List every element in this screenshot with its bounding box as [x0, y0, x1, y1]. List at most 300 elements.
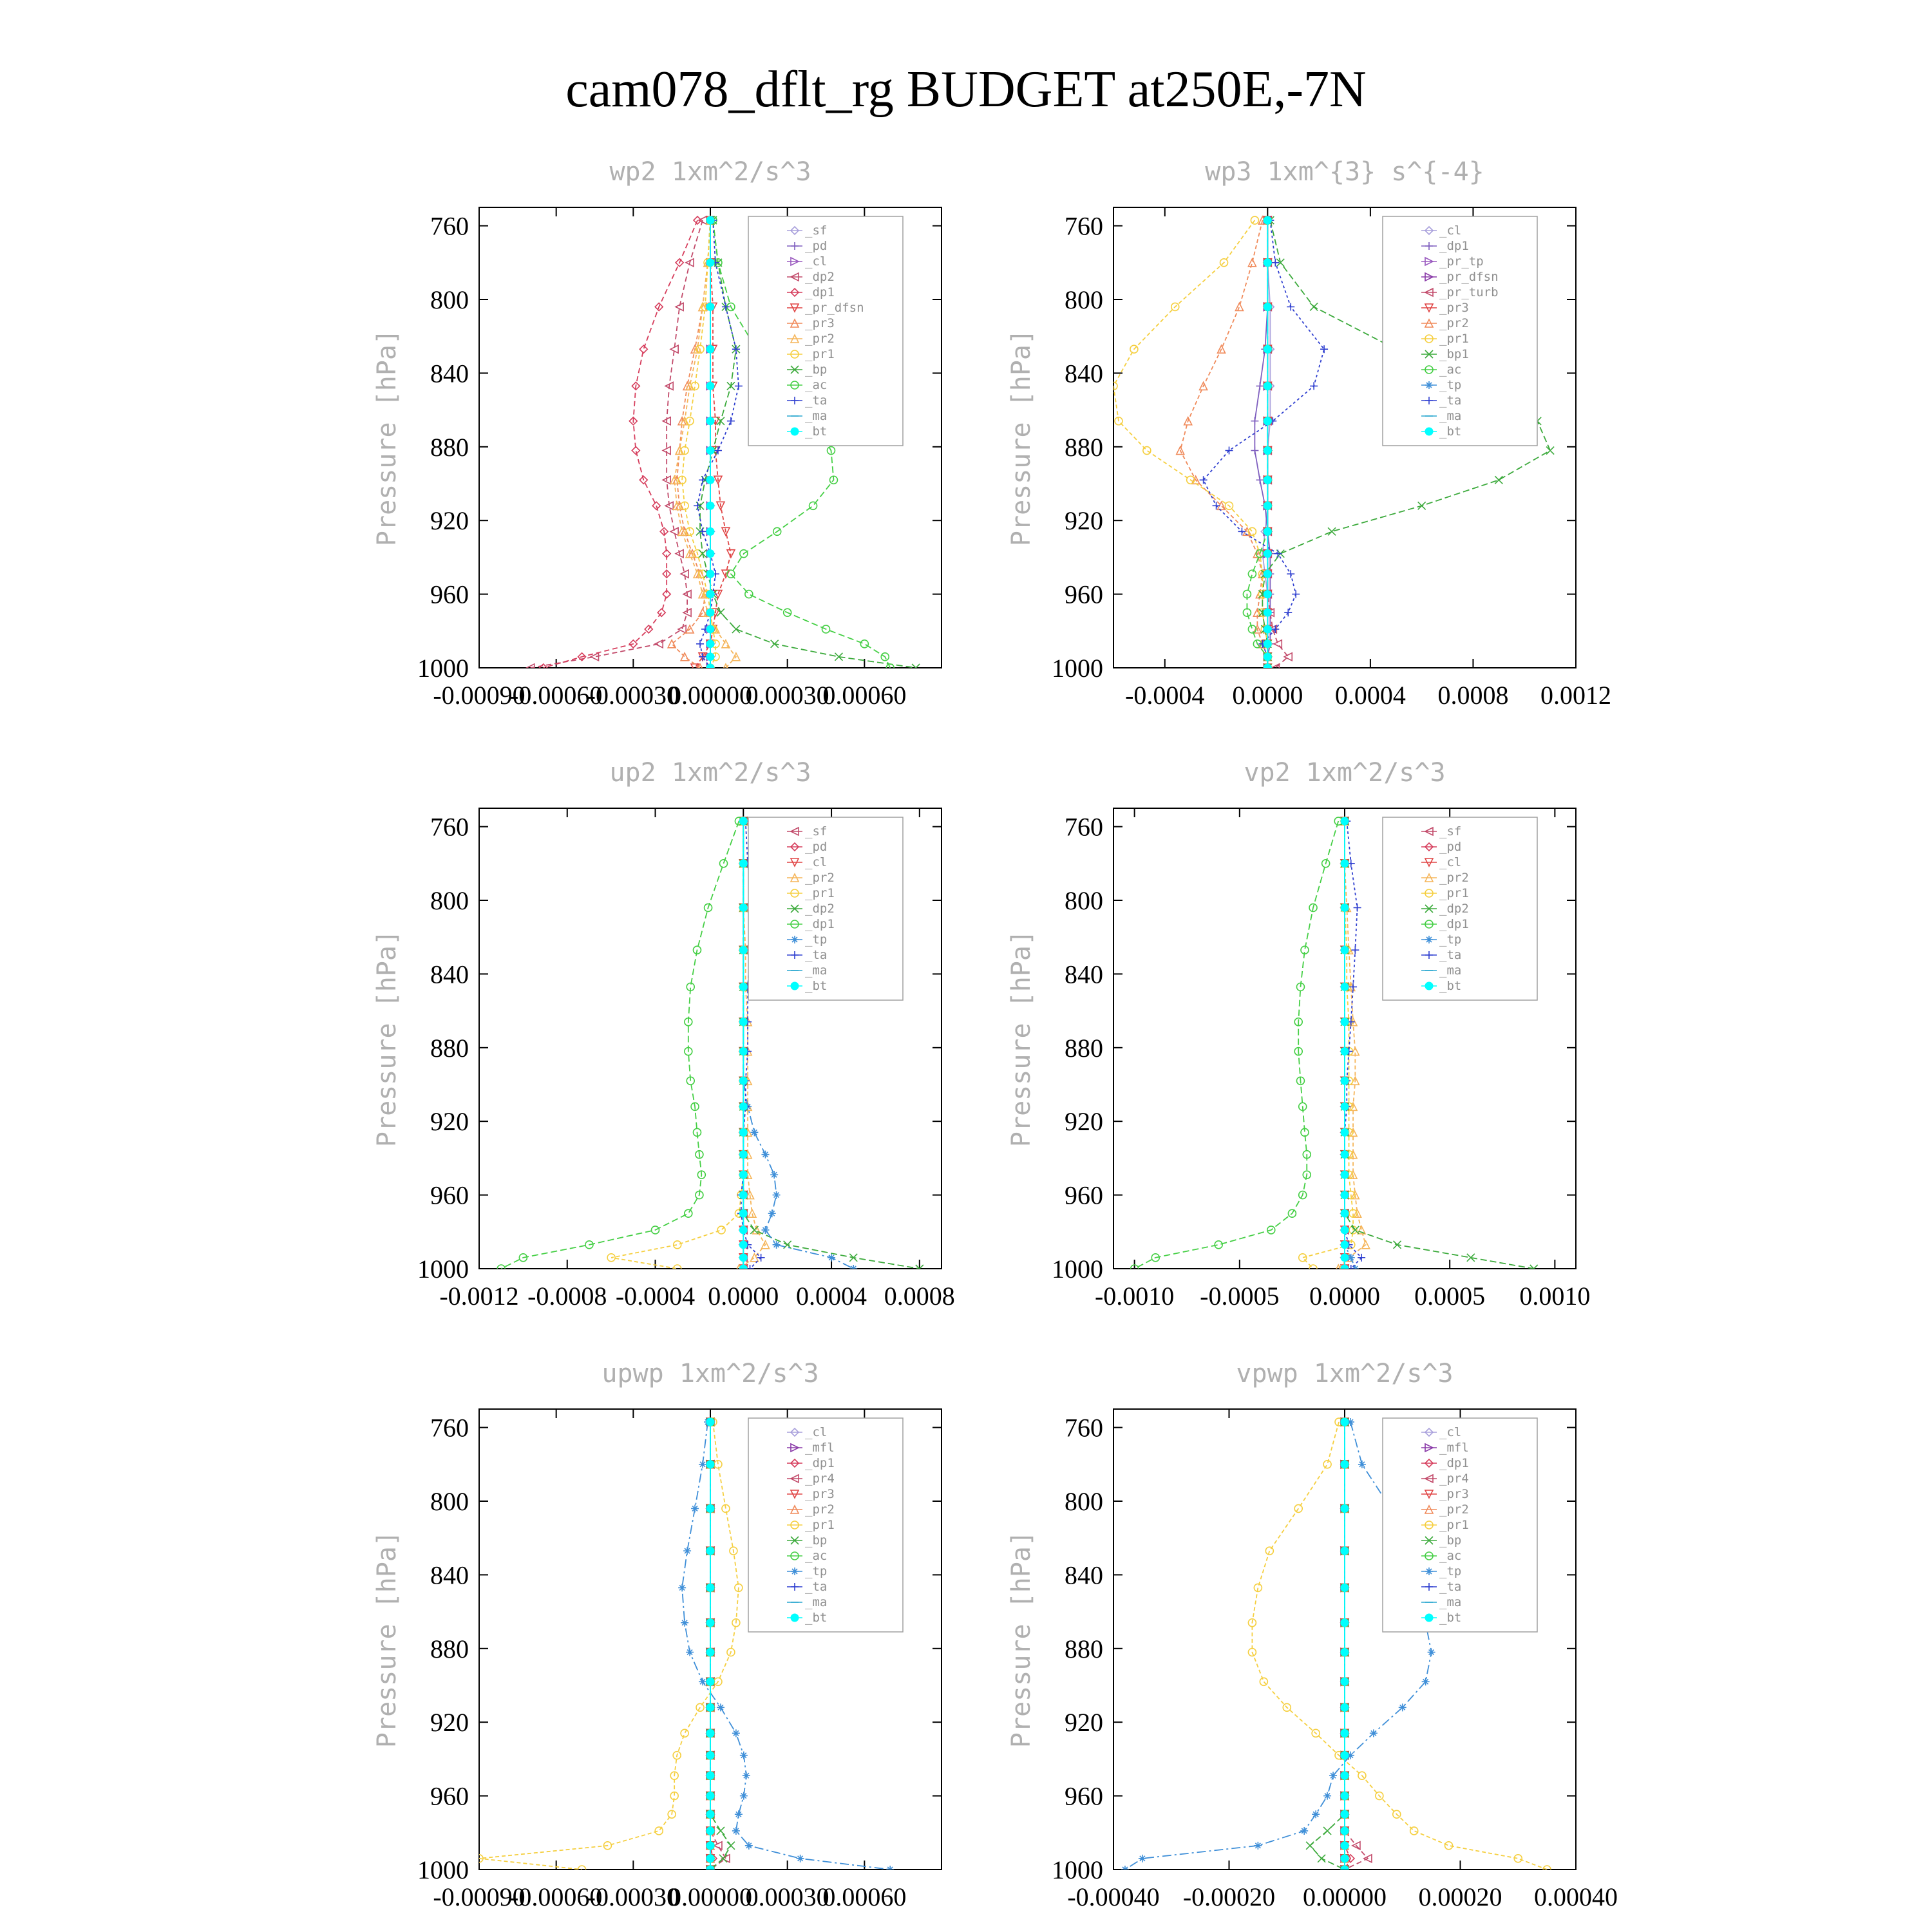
data-point_tp	[691, 1504, 699, 1512]
data-point_bt	[1341, 1209, 1349, 1217]
y-tick-label: 960	[430, 580, 469, 609]
panel-title: wp2 1xm^2/s^3	[609, 157, 811, 187]
y-axis-label: Pressure [hPa]	[372, 929, 402, 1148]
y-tick-label: 840	[1065, 1560, 1103, 1590]
series-line_ac	[1247, 220, 1267, 668]
data-point_bt	[1341, 860, 1349, 867]
legend-marker	[1425, 982, 1433, 990]
data-point_bt	[706, 216, 714, 224]
y-tick-label: 800	[1065, 886, 1103, 915]
y-tick-label: 760	[1065, 211, 1103, 241]
data-point_bt	[1341, 1855, 1349, 1862]
data-point_bt	[706, 382, 714, 390]
y-tick-label: 1000	[1052, 1855, 1103, 1884]
data-point_bt	[1341, 983, 1349, 990]
y-axis-label: Pressure [hPa]	[1007, 328, 1036, 547]
legend-label: _bt	[805, 424, 828, 439]
data-point_pr1	[1410, 1827, 1418, 1835]
legend-label: _cl	[1439, 1425, 1462, 1439]
legend-label: _sf	[805, 824, 828, 838]
y-tick-label: 760	[1065, 812, 1103, 842]
x-tick-label: 0.0000	[1309, 1282, 1380, 1311]
data-point_tp	[678, 1584, 686, 1591]
legend-label: _dp1	[805, 285, 835, 299]
x-tick-label: 0.00030	[745, 1882, 829, 1911]
y-tick-label: 960	[1065, 1781, 1103, 1811]
data-point_bt	[1341, 1866, 1349, 1873]
data-point_tp	[797, 1855, 804, 1862]
legend-label: _ma	[1439, 963, 1462, 978]
legend-label: _tp	[1439, 1564, 1462, 1578]
legend-marker	[1425, 1614, 1433, 1622]
series-line_pr1	[611, 821, 743, 1269]
data-point_pr1	[1299, 1254, 1307, 1262]
data-point_dp1	[1251, 417, 1258, 425]
data-point_bt	[1264, 447, 1271, 455]
y-tick-label: 800	[430, 1487, 469, 1516]
data-point_bt	[706, 1772, 714, 1779]
data-point_bt	[1264, 591, 1271, 598]
x-tick-label: -0.00020	[1182, 1882, 1276, 1911]
data-point_bp1	[1310, 303, 1318, 310]
y-tick-label: 920	[1065, 506, 1103, 536]
series-line_bp	[1310, 1422, 1345, 1870]
legend-label: _bt	[805, 1611, 828, 1625]
data-point_bt	[739, 1171, 747, 1179]
panel-2	[1007, 157, 1611, 710]
legend-marker	[791, 982, 799, 990]
y-tick-label: 1000	[417, 654, 469, 683]
data-point_bt	[1264, 259, 1271, 267]
x-tick-label: -0.0004	[615, 1282, 696, 1311]
data-point_tp	[750, 1128, 758, 1136]
x-tick-label: -0.00060	[510, 1882, 603, 1911]
data-point_pr1	[1323, 1461, 1331, 1468]
data-point_ta	[699, 653, 706, 661]
data-point_bt	[1264, 609, 1271, 616]
legend-label: _pr2	[1439, 316, 1469, 330]
x-tick-label: 0.0000	[708, 1282, 779, 1311]
data-point_bt	[706, 1461, 714, 1468]
x-tick-label: -0.0008	[527, 1282, 607, 1311]
series-line_ta	[697, 220, 739, 668]
data-point_bt	[739, 1103, 747, 1110]
data-point_bt	[739, 1226, 747, 1234]
legend-label: _ma	[1439, 409, 1462, 423]
data-point_tp	[828, 1254, 835, 1262]
x-tick-label: 0.00060	[822, 1882, 907, 1911]
legend-label: _ac	[805, 1549, 828, 1563]
data-point_bt	[1341, 1151, 1349, 1159]
data-point_ac	[745, 591, 753, 598]
x-tick-label: -0.00030	[587, 1882, 679, 1911]
legend-label: _pr2	[1439, 871, 1469, 885]
legend-label: _ac	[805, 378, 828, 392]
x-tick-label: 0.0004	[1334, 681, 1406, 710]
data-point_ta	[1354, 904, 1361, 911]
data-point_bt	[1264, 653, 1271, 661]
x-tick-label: 0.00000	[1303, 1882, 1387, 1911]
data-point_bt	[1341, 1547, 1349, 1555]
data-point_dp1	[685, 1209, 692, 1217]
legend-label: _dp1	[1439, 1456, 1469, 1470]
data-point_bp	[1306, 1842, 1314, 1850]
y-tick-label: 760	[430, 812, 469, 842]
data-point_tp	[740, 1752, 748, 1759]
data-point_ac	[1243, 609, 1251, 616]
x-tick-label: 0.0008	[1437, 681, 1509, 710]
series-line_dp2	[531, 220, 703, 668]
y-tick-label: 840	[1065, 960, 1103, 989]
data-point_bt	[1341, 1171, 1349, 1179]
data-point_bt	[1264, 216, 1271, 224]
panel-3	[372, 758, 955, 1311]
y-tick-label: 880	[430, 1033, 469, 1063]
y-tick-label: 760	[430, 1413, 469, 1443]
data-point_bt	[739, 983, 747, 990]
legend-label: _pr3	[1439, 301, 1469, 315]
x-tick-label: 0.00000	[668, 681, 752, 710]
series-line_dp1	[544, 220, 697, 668]
legend-label: _tp	[805, 933, 828, 947]
x-tick-label: -0.00090	[433, 1882, 526, 1911]
data-point_dp1	[1251, 447, 1258, 455]
data-point_tp	[1323, 1792, 1331, 1800]
data-point_bt	[739, 1048, 747, 1056]
legend	[1383, 817, 1537, 1000]
panel-4	[1007, 758, 1590, 1311]
panel-title: up2 1xm^2/s^3	[609, 758, 811, 788]
data-point_bt	[706, 303, 714, 310]
legend-label: _ac	[1439, 1549, 1462, 1563]
legend-label: _ta	[1439, 393, 1462, 408]
data-point_bt	[1264, 527, 1271, 535]
data-point_bt	[706, 1703, 714, 1711]
legend-label: _ma	[805, 1595, 828, 1609]
data-point_bt	[706, 1504, 714, 1512]
series-line_ta	[1345, 821, 1361, 1269]
data-point_tp	[735, 1810, 743, 1818]
legend-label: _dp1	[805, 1456, 835, 1470]
data-point_pr1	[1265, 1547, 1273, 1555]
legend-label: _ta	[1439, 1580, 1462, 1594]
data-point_bt	[706, 1418, 714, 1426]
legend-label: _bp	[805, 363, 828, 377]
data-point_bt	[1341, 1418, 1349, 1426]
legend-label: _pr2	[805, 1502, 835, 1517]
y-tick-label: 960	[430, 1781, 469, 1811]
y-axis-label: Pressure [hPa]	[1007, 1530, 1036, 1748]
legend-label: _pr_dfsn	[805, 301, 864, 315]
data-point_tp	[740, 1792, 748, 1800]
legend-label: _pd	[1439, 840, 1462, 854]
data-point_bt	[1341, 1729, 1349, 1737]
legend-label: _ta	[805, 393, 828, 408]
data-point_bp1	[1418, 502, 1426, 509]
data-point_tp	[1121, 1866, 1129, 1873]
data-point_bp	[699, 550, 706, 558]
y-tick-label: 920	[1065, 1708, 1103, 1738]
data-point_bt	[739, 1191, 747, 1199]
legend-label: _cl	[805, 855, 828, 869]
data-point_tp	[1358, 1461, 1366, 1468]
legend	[748, 1418, 903, 1632]
data-point_bt	[1264, 664, 1271, 672]
y-tick-label: 800	[1065, 285, 1103, 314]
legend-label: _bp	[1439, 1533, 1462, 1548]
data-point_tp	[1300, 1827, 1308, 1835]
legend-label: _pr2	[1439, 1502, 1469, 1517]
series-line_dp1	[1135, 821, 1339, 1269]
data-point_bt	[1341, 1649, 1349, 1656]
legend-label: _bp1	[1439, 347, 1469, 361]
legend	[748, 817, 903, 1000]
panel-6	[1007, 1359, 1618, 1911]
data-point_bt	[1341, 1810, 1349, 1818]
legend-label: _pr1	[805, 886, 835, 900]
panel-1	[372, 157, 942, 710]
series-line_dp1	[1345, 1422, 1350, 1870]
data-point_bt	[739, 1018, 747, 1026]
y-tick-label: 840	[430, 960, 469, 989]
y-tick-label: 800	[430, 285, 469, 314]
data-point_bt	[706, 653, 714, 661]
data-point_bt	[1264, 640, 1271, 648]
y-tick-label: 800	[1065, 1487, 1103, 1516]
data-point_tp	[683, 1547, 691, 1555]
data-point_bt	[1341, 1226, 1349, 1234]
data-point_bt	[706, 1619, 714, 1627]
y-axis-label: Pressure [hPa]	[1007, 929, 1036, 1148]
legend-label: _bt	[1439, 979, 1462, 993]
data-point_bt	[739, 946, 747, 954]
legend-label: _pr_dfsn	[1439, 270, 1499, 284]
x-tick-label: -0.00040	[1067, 1882, 1160, 1911]
data-point_pr2	[1248, 259, 1256, 267]
legend-label: _ma	[805, 963, 828, 978]
data-point_bt	[706, 609, 714, 616]
x-tick-label: -0.00090	[433, 681, 526, 710]
legend-label: _pr2	[805, 332, 835, 346]
x-tick-label: -0.0010	[1094, 1282, 1175, 1311]
x-tick-label: -0.0005	[1200, 1282, 1280, 1311]
data-point_bt	[706, 1678, 714, 1685]
data-point_tp	[681, 1619, 688, 1627]
legend-label: _pr4	[805, 1472, 835, 1486]
data-point_bt	[1341, 1128, 1349, 1136]
data-point_bt	[1264, 502, 1271, 509]
data-point_bt	[1341, 1504, 1349, 1512]
x-tick-label: 0.0008	[884, 1282, 955, 1311]
x-tick-label: -0.00030	[587, 681, 679, 710]
y-tick-label: 1000	[417, 1855, 469, 1884]
data-point_bt	[706, 1855, 714, 1862]
legend-label: _dp1	[805, 917, 835, 931]
legend-label: _ma	[805, 409, 828, 423]
series-line_pr4	[710, 1422, 726, 1870]
data-point_bt	[1341, 1241, 1349, 1249]
data-point_bt	[1341, 946, 1349, 954]
data-point_bt	[706, 447, 714, 455]
data-point_tp	[1139, 1855, 1146, 1862]
data-point_bt	[1341, 1018, 1349, 1026]
data-point_ac	[1248, 570, 1256, 578]
figure-title: cam078_dflt_rg BUDGET at250E,-7N	[565, 61, 1367, 118]
data-point_bt	[706, 345, 714, 353]
legend-label: _pr1	[1439, 886, 1469, 900]
legend-label: _dp2	[1439, 902, 1469, 916]
legend-label: _tp	[805, 1564, 828, 1578]
y-tick-label: 840	[430, 359, 469, 388]
data-point_bt	[1341, 1461, 1349, 1468]
y-tick-label: 920	[430, 1107, 469, 1137]
legend-label: _cl	[1439, 223, 1462, 238]
data-point_bt	[1264, 382, 1271, 390]
data-point_bt	[706, 417, 714, 425]
data-point_ta	[696, 640, 704, 648]
y-tick-label: 920	[1065, 1107, 1103, 1137]
data-point_pr2	[1235, 303, 1243, 310]
data-point_bt	[739, 1151, 747, 1159]
legend	[748, 216, 903, 446]
data-point_bt	[706, 1842, 714, 1850]
legend-label: _pd	[805, 840, 828, 854]
legend-label: _pr3	[805, 1487, 835, 1501]
data-point_ta	[735, 382, 743, 390]
data-point_bp	[717, 1827, 724, 1835]
data-point_pr1	[681, 1729, 688, 1737]
y-tick-label: 880	[1065, 432, 1103, 462]
data-point_tp	[849, 1265, 857, 1273]
data-point_bp1	[1328, 527, 1336, 535]
data-point_bt	[739, 860, 747, 867]
data-point_ta	[727, 417, 735, 425]
y-tick-label: 960	[1065, 1180, 1103, 1210]
x-tick-label: 0.0004	[796, 1282, 867, 1311]
legend-label: _dp1	[1439, 917, 1469, 931]
data-point_bt	[739, 817, 747, 825]
y-tick-label: 1000	[1052, 654, 1103, 683]
data-point_bt	[706, 1752, 714, 1759]
data-point_tp	[717, 1703, 724, 1711]
y-tick-label: 1000	[1052, 1255, 1103, 1283]
data-point_bt	[1341, 1254, 1349, 1262]
data-point_bt	[1264, 550, 1271, 558]
x-tick-label: -0.0012	[439, 1282, 519, 1311]
data-point_bt	[706, 1827, 714, 1835]
y-tick-label: 760	[1065, 1413, 1103, 1443]
x-tick-label: 0.0000	[1232, 681, 1303, 710]
y-axis-label: Pressure [hPa]	[372, 328, 402, 547]
data-point_bt	[739, 1077, 747, 1084]
data-point_ta	[1287, 570, 1294, 578]
x-tick-label: 0.00040	[1534, 1882, 1618, 1911]
data-point_bt	[1341, 1792, 1349, 1800]
x-tick-label: 0.00020	[1418, 1882, 1502, 1911]
legend-label: _tp	[1439, 378, 1462, 392]
data-point_bt	[706, 259, 714, 267]
data-point_ta	[1200, 476, 1208, 484]
data-point_ta	[1274, 550, 1282, 558]
data-point_ac	[810, 502, 817, 509]
x-tick-label: 0.0010	[1519, 1282, 1591, 1311]
data-point_bt	[706, 1584, 714, 1591]
x-tick-label: -0.00060	[510, 681, 603, 710]
data-point_tp	[761, 1151, 769, 1159]
data-point_bt	[1264, 570, 1271, 578]
data-point_ac	[860, 640, 868, 648]
legend-label: _mfl	[1439, 1441, 1469, 1455]
legend-label: _sf	[1439, 824, 1462, 838]
series-line_dp1	[501, 821, 739, 1269]
data-point_bt	[739, 904, 747, 911]
data-point_bt	[706, 476, 714, 484]
y-tick-label: 960	[430, 1180, 469, 1210]
data-point_bt	[1341, 1678, 1349, 1685]
panel-5	[372, 1359, 942, 1911]
legend-label: _pr_turb	[1439, 285, 1499, 299]
data-point_bp	[727, 1842, 735, 1850]
legend-marker	[791, 428, 799, 435]
data-point_dp2	[750, 1226, 758, 1234]
data-point_pr1	[1260, 1678, 1267, 1685]
data-point_tp	[699, 1461, 706, 1468]
panel-title: vp2 1xm^2/s^3	[1244, 758, 1446, 788]
data-point_bt	[706, 664, 714, 672]
panels	[372, 157, 1618, 1911]
data-point_bt	[1341, 1191, 1349, 1199]
y-tick-label: 960	[1065, 580, 1103, 609]
data-point_pr_dfsn	[727, 550, 735, 558]
x-tick-label: 0.00030	[745, 681, 829, 710]
x-tick-label: 0.0012	[1540, 681, 1611, 710]
data-point_bp	[1318, 1855, 1325, 1862]
legend-label: _pr_tp	[1439, 254, 1484, 269]
data-point_bt	[1341, 1703, 1349, 1711]
legend-label: _cl	[805, 254, 828, 269]
y-tick-label: 760	[430, 211, 469, 241]
series-line_pr4	[1345, 1422, 1368, 1870]
legend-label: _ac	[1439, 363, 1462, 377]
data-point_pr1	[1143, 447, 1151, 455]
y-tick-label: 800	[430, 886, 469, 915]
data-point_tp	[1428, 1649, 1435, 1656]
legend-label: _pr3	[805, 316, 835, 330]
legend-label: _dp2	[805, 270, 835, 284]
data-point_bp	[1323, 1827, 1331, 1835]
data-point_dp2	[678, 625, 686, 633]
legend-label: _cl	[1439, 855, 1462, 869]
data-point_bt	[1341, 1048, 1349, 1056]
data-point_tp	[743, 1772, 750, 1779]
data-point_bt	[706, 570, 714, 578]
legend-label: _pr4	[1439, 1472, 1469, 1486]
series-line_pr1	[1113, 220, 1267, 668]
legend	[1383, 216, 1537, 446]
panel-title: vpwp 1xm^2/s^3	[1236, 1359, 1454, 1388]
legend-label: _ta	[805, 1580, 828, 1594]
legend-label: _pr3	[1439, 1487, 1469, 1501]
data-point_bt	[706, 527, 714, 535]
data-point_bt	[1341, 1842, 1349, 1850]
data-point_ta	[1226, 447, 1233, 455]
data-point_bt	[706, 1547, 714, 1555]
y-tick-label: 920	[430, 506, 469, 536]
y-tick-label: 840	[1065, 359, 1103, 388]
data-point_bt	[1341, 1827, 1349, 1835]
y-tick-label: 1000	[417, 1255, 469, 1283]
data-point_bt	[706, 502, 714, 509]
